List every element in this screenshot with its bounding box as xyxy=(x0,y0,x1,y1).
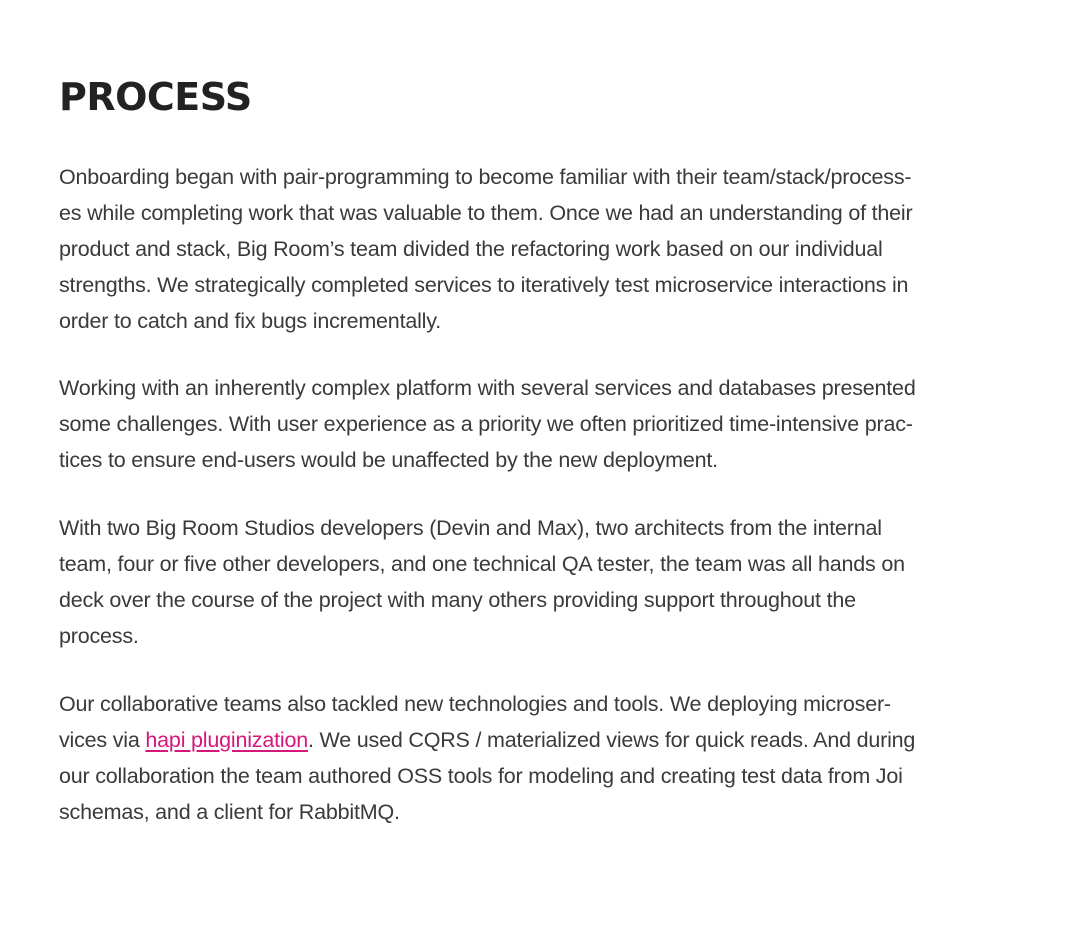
paragraph-line: team, four or five other developers, and one technical QA tester, the team was all hands on xyxy=(59,552,905,576)
paragraph-line: With two Big Room Studios developers (Devin and Max), two architects from the internal xyxy=(59,516,882,540)
paragraph-onboarding xyxy=(59,159,912,339)
paragraph-challenges xyxy=(59,370,916,478)
paragraph-line: schemas, and a client for RabbitMQ. xyxy=(59,800,400,824)
paragraph-line: Working with an inherently complex platform with several services and databases presented xyxy=(59,376,916,400)
paragraph-line: Our collaborative teams also tackled new technologies and tools. We deploying microser- xyxy=(59,692,891,716)
paragraph-line: Onboarding began with pair-programming to become familiar with their team/stack/process- xyxy=(59,165,912,189)
section-heading: PROCESS xyxy=(59,75,252,119)
process-section xyxy=(59,0,1025,824)
paragraph-line: process. xyxy=(59,624,139,648)
paragraph-line: es while completing work that was valuable to them. Once we had an understanding of their xyxy=(59,201,913,225)
paragraph-team xyxy=(59,510,905,654)
paragraph-technologies xyxy=(59,686,915,830)
paragraph-line: tices to ensure end-users would be unaffected by the new deployment. xyxy=(59,448,718,472)
link-suffix-text: . We used CQRS / materialized views for quick reads. And during xyxy=(307,728,916,752)
paragraph-line: strengths. We strategically completed services to iteratively test microservice interactions in xyxy=(59,273,909,297)
paragraph-line-with-link xyxy=(59,722,915,758)
link-prefix-text: vices via xyxy=(59,728,146,752)
paragraph-line: our collaboration the team authored OSS tools for modeling and creating test data from Joi xyxy=(59,764,903,788)
paragraph-line: order to catch and fix bugs incrementally. xyxy=(59,309,441,333)
paragraph-line: deck over the course of the project with many others providing support throughout the xyxy=(59,588,856,612)
paragraph-line: product and stack, Big Room’s team divided the refactoring work based on our individual xyxy=(59,237,883,261)
paragraph-line: some challenges. With user experience as a priority we often prioritized time-intensive prac- xyxy=(59,412,913,436)
hapi-pluginization-link[interactable]: hapi pluginization xyxy=(145,728,308,752)
